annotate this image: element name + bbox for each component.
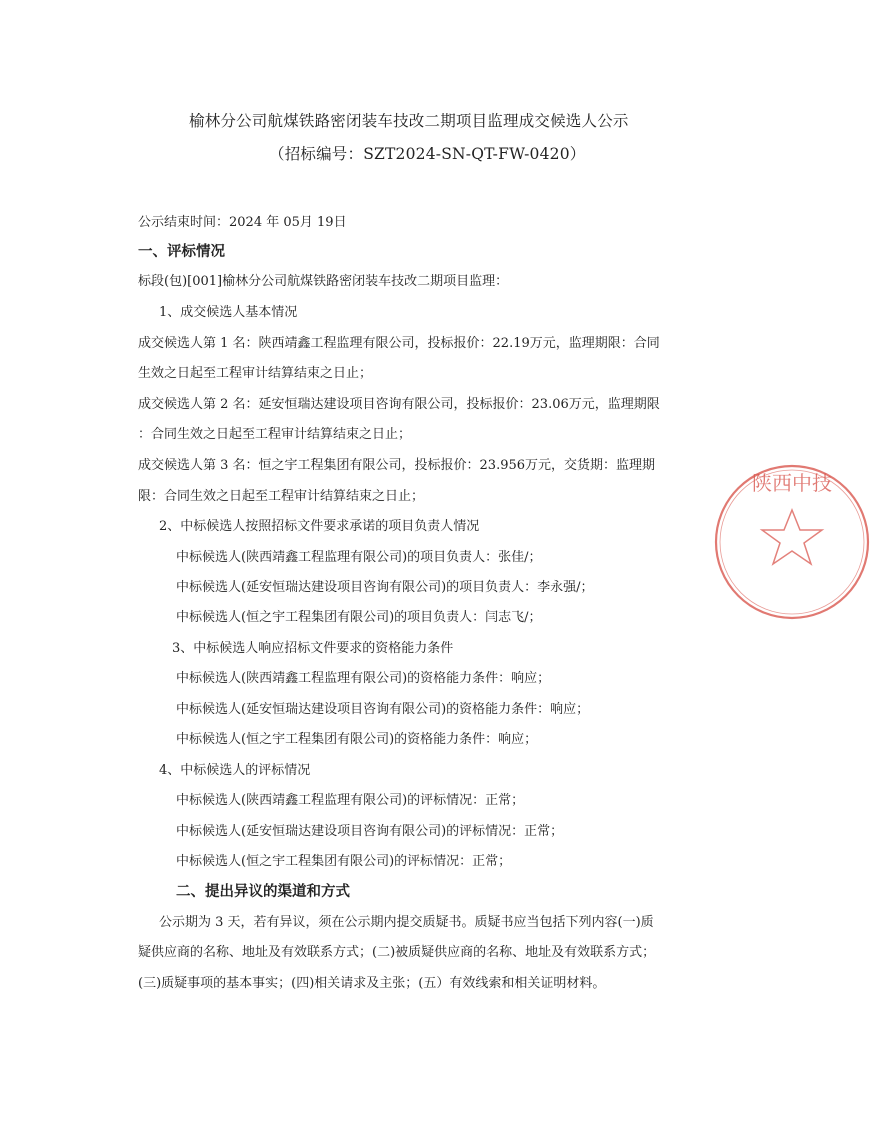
manager-item: 中标候选人(延安恒瑞达建设项目咨询有限公司)的项目负责人：李永强/； [176, 580, 594, 595]
tender-number: （招标编号：SZT2024-SN-QT-FW-0420） [269, 145, 586, 163]
manager-item: 中标候选人(恒之宇工程集团有限公司)的项目负责人：闫志飞/； [176, 610, 542, 625]
seal-text: 陕西中技 [752, 471, 832, 495]
evaluation-item: 中标候选人(陕西靖鑫工程监理有限公司)的评标情况：正常； [176, 793, 525, 808]
subheading-project-managers: 2、中标候选人按照招标文件要求承诺的项目负责人情况 [159, 519, 480, 534]
subheading-qualifications: 3、中标候选人响应招标文件要求的资格能力条件 [172, 641, 454, 656]
candidate-3-line-2: 限：合同生效之日起至工程审计结算结束之日止； [138, 489, 425, 504]
objection-paragraph-line-2: 疑供应商的名称、地址及有效联系方式；(二)被质疑供应商的名称、地址及有效联系方式； [138, 945, 656, 960]
objection-paragraph-line-3: (三)质疑事项的基本事实；(四)相关请求及主张；(五）有效线索和相关证明材料。 [138, 976, 606, 991]
section-heading-evaluation: 一、评标情况 [138, 244, 225, 260]
subheading-basic-info: 1、成交候选人基本情况 [159, 305, 298, 320]
qualification-item: 中标候选人(恒之宇工程集团有限公司)的资格能力条件：响应； [176, 732, 538, 747]
evaluation-item: 中标候选人(恒之宇工程集团有限公司)的评标情况：正常； [176, 854, 512, 869]
candidate-1-line-1: 成交候选人第 1 名：陕西靖鑫工程监理有限公司，投标报价：22.19万元，监理期限：合同 [138, 336, 660, 351]
evaluation-item: 中标候选人(延安恒瑞达建设项目咨询有限公司)的评标情况：正常； [176, 824, 564, 839]
candidate-3-line-1: 成交候选人第 3 名：恒之宇工程集团有限公司，投标报价：23.956万元，交货期：监理期 [138, 458, 656, 473]
company-seal [712, 462, 872, 622]
subheading-evaluation: 4、中标候选人的评标情况 [159, 763, 311, 778]
candidate-2-line-1: 成交候选人第 2 名：延安恒瑞达建设项目咨询有限公司，投标报价：23.06万元，监理期限 [138, 397, 660, 412]
objection-paragraph-line-1: 公示期为 3 天，若有异议，须在公示期内提交质疑书。质疑书应当包括下列内容(一)质 [159, 915, 654, 930]
candidate-2-line-2: ：合同生效之日起至工程审计结算结束之日止； [138, 427, 412, 442]
qualification-item: 中标候选人(陕西靖鑫工程监理有限公司)的资格能力条件：响应； [176, 671, 551, 686]
document-title: 榆林分公司航煤铁路密闭装车技改二期项目监理成交候选人公示 [189, 112, 629, 130]
candidate-1-line-2: 生效之日起至工程审计结算结束之日止； [138, 366, 373, 381]
section-heading-objection: 二、提出异议的渠道和方式 [176, 884, 350, 900]
manager-item: 中标候选人(陕西靖鑫工程监理有限公司)的项目负责人：张佳/； [176, 550, 542, 565]
qualification-item: 中标候选人(延安恒瑞达建设项目咨询有限公司)的资格能力条件：响应； [176, 702, 590, 717]
publicity-end-time: 公示结束时间：2024 年 05月 19日 [138, 215, 347, 230]
lot-line: 标段(包)[001]榆林分公司航煤铁路密闭装车技改二期项目监理： [138, 274, 509, 289]
